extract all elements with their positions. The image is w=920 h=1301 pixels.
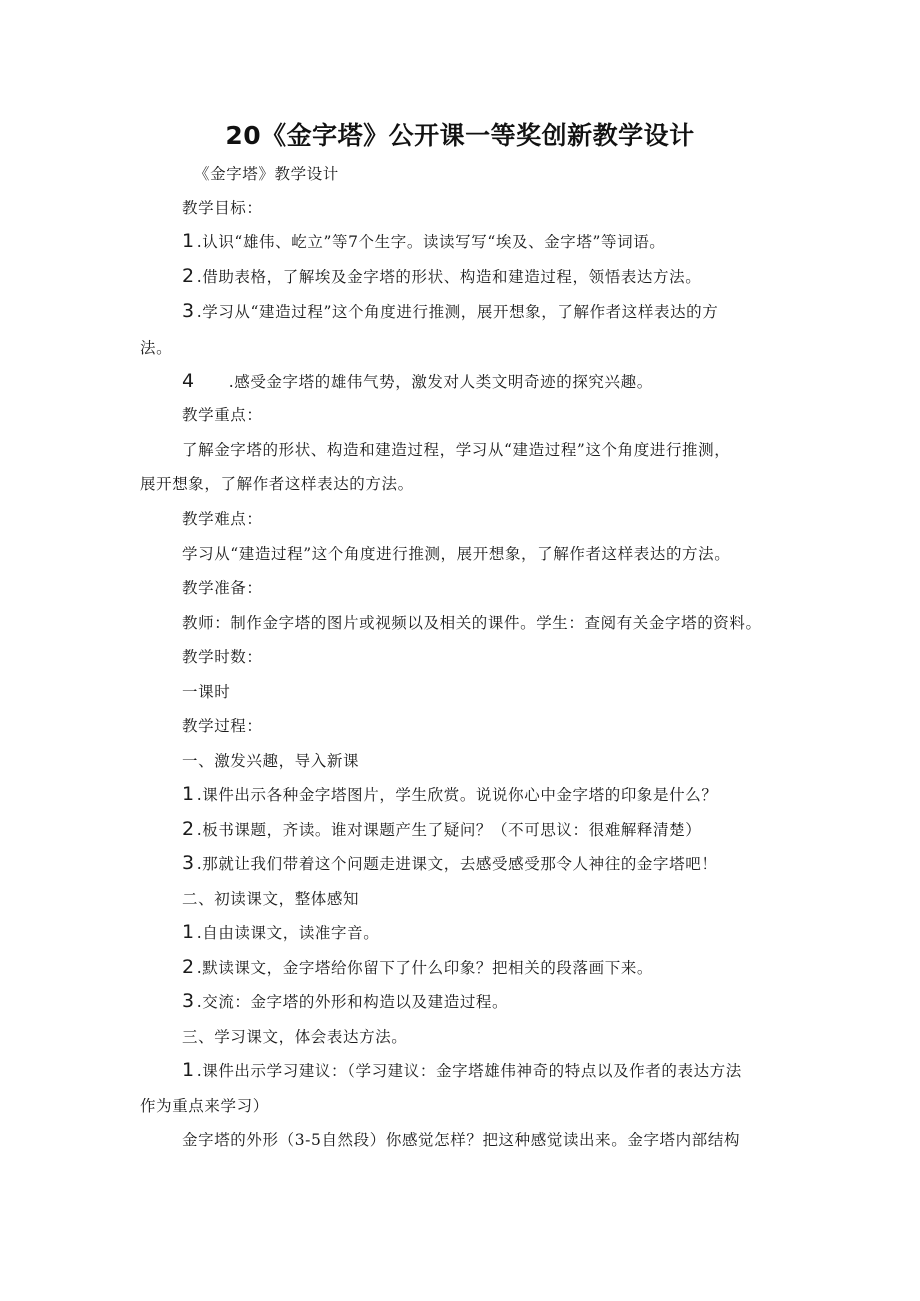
numbered-line: 4 .感受金字塔的雄伟气势，激发对人类文明奇迹的探究兴趣。 [182,370,653,392]
section-heading: 教学过程： [182,717,263,735]
text-line: 教师：制作金字塔的图片或视频以及相关的课件。学生：查阅有关金字塔的资料。 [182,614,762,632]
section-heading: 三、学习课文，体会表达方法。 [182,1028,408,1046]
text-line: 了解金字塔的形状、构造和建造过程，学习从“建造过程”这个角度进行推测， [182,441,731,459]
numbered-line: 2 .板书课题，齐读。谁对课题产生了疑问？（不可思议：很难解释清楚） [182,818,702,840]
section-heading: 教学准备： [182,579,263,597]
section-heading: 教学时数： [182,648,263,666]
numbered-line: 1 .认识“雄伟、屹立”等7个生字。读读写写“埃及、金字塔”等词语。 [182,230,666,252]
document-title: 20《金字塔》公开课一等奖创新教学设计 [225,121,695,150]
text-line: 教学目标： [182,199,263,217]
text-line: 《金字塔》教学设计 [194,165,339,183]
text-line: 展开想象，了解作者这样表达的方法。 [140,475,414,493]
numbered-line: 1 .课件出示各种金字塔图片，学生欣赏。说说你心中金字塔的印象是什么？ [182,783,718,805]
numbered-line: 1 .自由读课文，读准字音。 [182,921,380,943]
numbered-line: 2 .默读课文，金字塔给你留下了什么印象？把相关的段落画下来。 [182,956,654,978]
section-heading: 教学重点： [182,406,263,424]
section-heading: 二、初读课文，整体感知 [182,890,360,908]
text-line: 作为重点来学习） [140,1097,269,1115]
text-line: 学习从“建造过程”这个角度进行推测，展开想象，了解作者这样表达的方法。 [182,545,731,563]
section-heading: 教学难点： [182,510,263,528]
numbered-line: 3 .那就让我们带着这个问题走进课文，去感受感受那令人神往的金字塔吧！ [182,852,718,874]
text-line: 金字塔的外形（3-5自然段）你感觉怎样？把这种感觉读出来。金字塔内部结构 [182,1131,741,1149]
numbered-line: 1 .课件出示学习建议：（学习建议：金字塔雄伟神奇的特点以及作者的表达方法 [182,1059,742,1081]
numbered-line: 3 .交流：金字塔的外形和构造以及建造过程。 [182,990,509,1012]
text-line: 一课时 [182,683,231,701]
numbered-line: 3 .学习从“建造过程”这个角度进行推测，展开想象，了解作者这样表达的方 [182,300,719,322]
section-heading: 一、激发兴趣，导入新课 [182,752,360,770]
numbered-line: 2 .借助表格，了解埃及金字塔的形状、构造和建造过程，领悟表达方法。 [182,265,702,287]
text-line: 法。 [140,339,173,357]
